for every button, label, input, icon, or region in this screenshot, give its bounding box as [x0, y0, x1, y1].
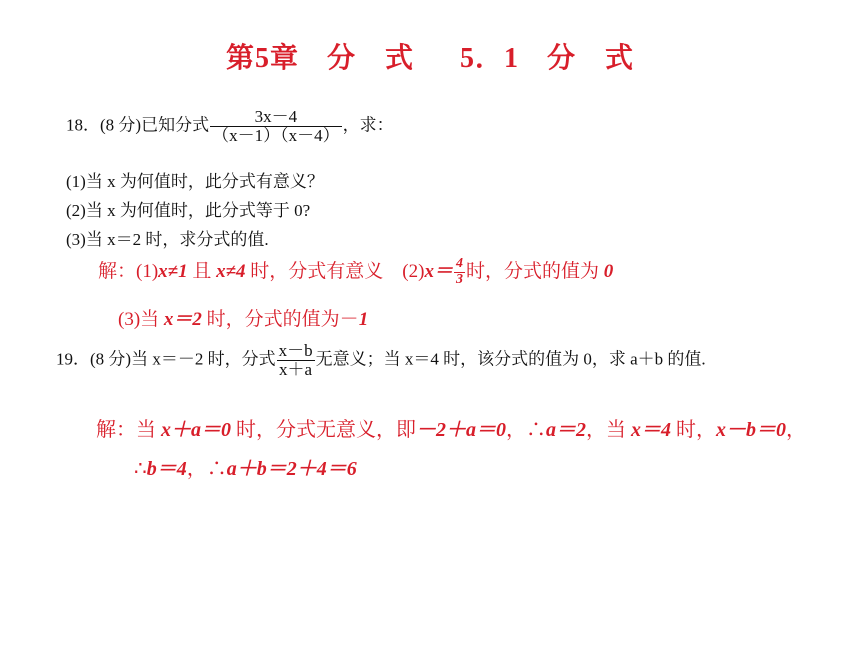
- a18-cond-2: x≠4: [216, 261, 246, 282]
- a18-x-equals: x＝: [424, 261, 453, 282]
- a19-final-answer: a＋b＝2＋4＝6: [226, 458, 357, 480]
- a19-expr-2: －2＋a＝0: [416, 419, 506, 441]
- question-18-stem: [66, 108, 394, 145]
- a19-therefore-2: ∴: [134, 458, 147, 480]
- a18-fraction: [454, 257, 465, 287]
- section-name: 分 式: [547, 43, 635, 74]
- a19-text-1: 时，分式无意义，即: [231, 419, 416, 441]
- a19-therefore-1: ，∴: [506, 419, 546, 441]
- a19-comma: ，: [786, 419, 806, 441]
- q19-numerator: x－b: [278, 341, 313, 360]
- a19-expr-1: x＋a＝0: [161, 419, 231, 441]
- a18-text-1: 时，分式有意义 (2): [245, 261, 425, 282]
- q19-fraction: [277, 342, 315, 379]
- q18-part-1: (1)当 x 为何值时，此分式有意义？: [66, 172, 324, 191]
- a18-value-zero: 0: [603, 261, 614, 282]
- answer-18-line-1: [98, 256, 613, 288]
- q19-suffix: 无意义；当 x＝4 时，该分式的值为 0，求 a＋b 的值.: [315, 349, 706, 369]
- q18-denominator: （x－1）（x－4）: [212, 125, 340, 145]
- a19-expr-5: x－b＝0: [716, 419, 786, 441]
- question-19-stem: [56, 342, 706, 379]
- q19-prefix: 19．(8 分)当 x＝－2 时，分式: [56, 349, 276, 369]
- q18-prefix: 18．(8 分)已知分式: [66, 115, 210, 135]
- q18-part-3: (3)当 x＝2 时，求分式的值.: [66, 230, 269, 249]
- a18-frac-denominator: 3: [455, 272, 463, 288]
- a19-expr-6: b＝4: [146, 458, 187, 480]
- answer-19-line-2: [134, 452, 357, 481]
- q18-numerator: 3x－4: [254, 107, 298, 126]
- chapter-name: 分 式: [326, 43, 414, 74]
- answer-19-line-1: [96, 413, 806, 442]
- q19-denominator: x＋a: [277, 360, 315, 379]
- a19-expr-3: a＝2: [546, 419, 586, 441]
- chapter-number: 第5章: [225, 43, 299, 74]
- a18-part3-label: (3)当: [118, 309, 164, 330]
- a18-and: 且: [187, 261, 217, 282]
- a19-label: 解：当: [96, 419, 161, 441]
- a19-text-2: ，当: [586, 419, 631, 441]
- a18-part3-value: 1: [358, 309, 369, 330]
- a18-frac-numerator: 4: [455, 256, 463, 272]
- a18-cond-1: x≠1: [158, 261, 188, 282]
- q18-fraction: [210, 108, 342, 145]
- q18-suffix: ，求：: [342, 115, 394, 135]
- a18-label: 解：(1): [98, 261, 159, 282]
- q18-part-2: (2)当 x 为何值时，此分式等于 0?: [66, 201, 311, 220]
- section-number: 5．1: [460, 43, 520, 74]
- page-title: [0, 36, 860, 76]
- a19-text-3: 时，: [671, 419, 716, 441]
- a18-text-2: 时，分式的值为: [465, 261, 604, 282]
- a19-therefore-3: ，∴: [186, 458, 227, 480]
- a19-expr-4: x＝4: [631, 419, 671, 441]
- a18-part3-text: 时，分式的值为－: [201, 309, 359, 330]
- answer-18-line-2: [118, 304, 368, 331]
- a18-x-equals-2: x＝2: [163, 309, 202, 330]
